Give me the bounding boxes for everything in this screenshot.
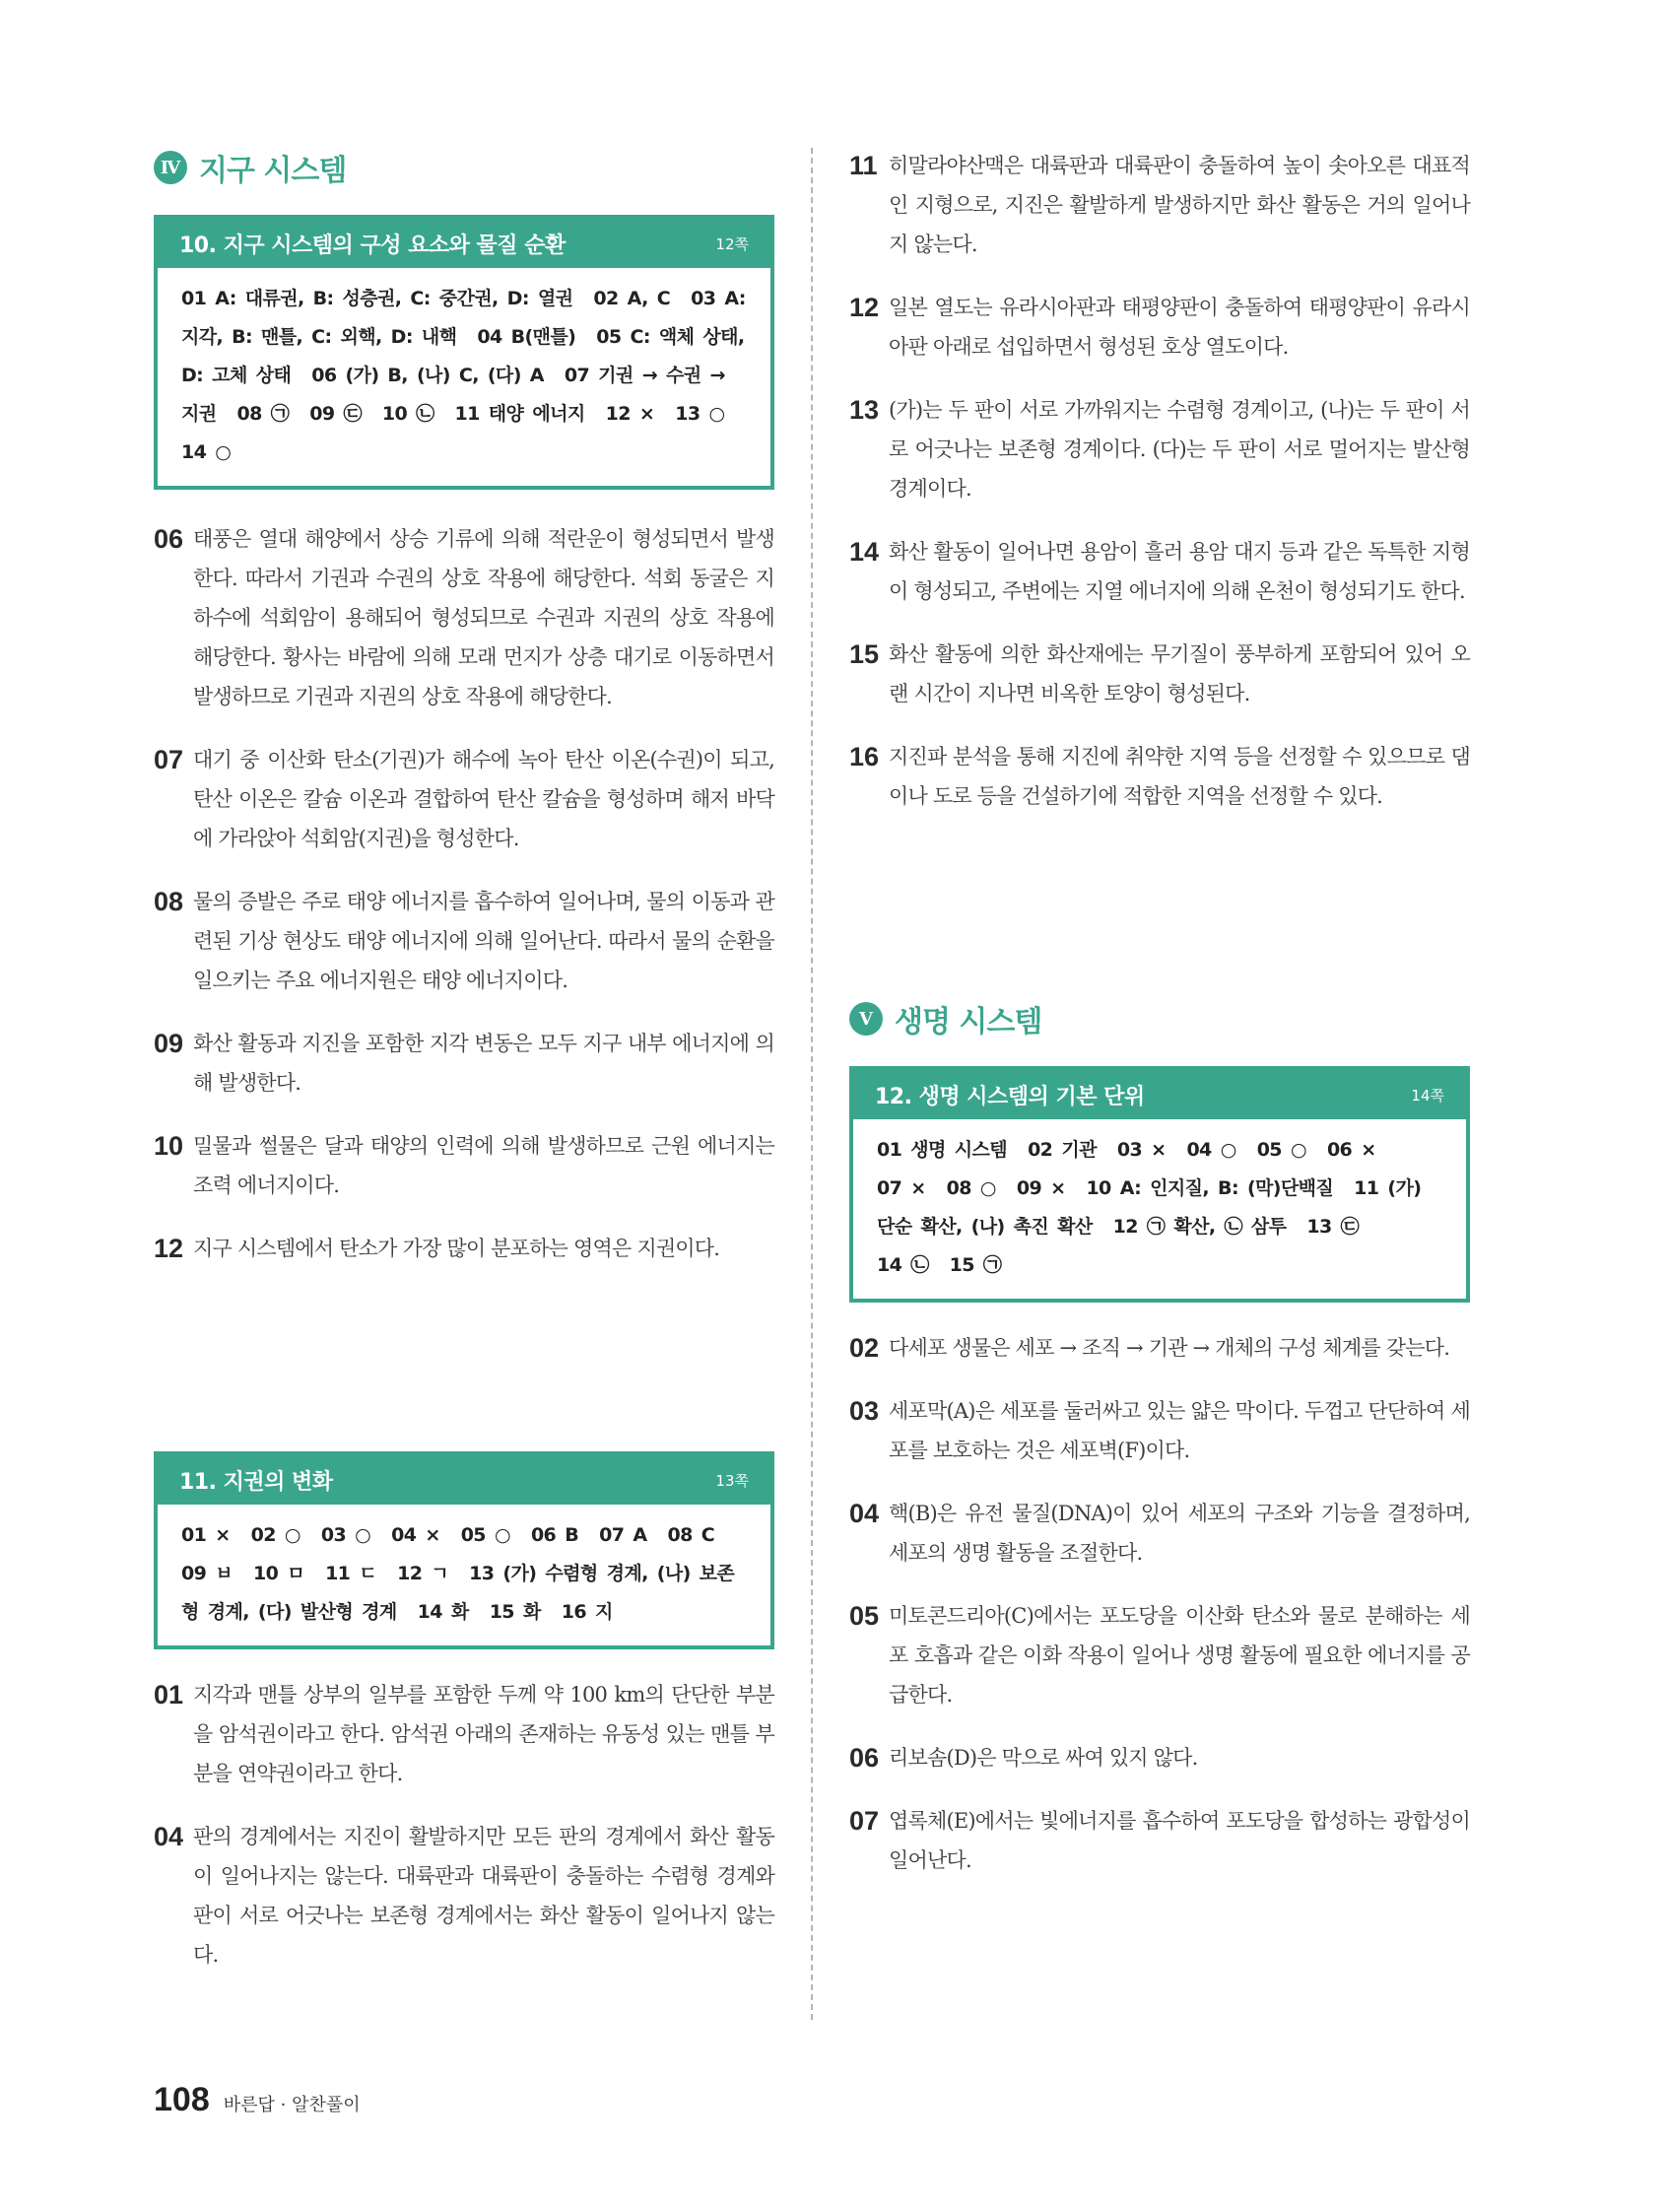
explanation-item bbox=[849, 737, 1470, 816]
explanation-item bbox=[154, 1675, 774, 1793]
answer-item: 07 A bbox=[599, 1524, 647, 1546]
item-text: 일본 열도는 유라시아판과 태평양판이 충돌하여 태평양판이 유라시아판 아래로 섭입하면서 형성된 호상 열도이다. bbox=[889, 296, 1470, 359]
section-4-title: 지구 시스템 bbox=[199, 154, 347, 188]
answer-item: 04 × bbox=[391, 1524, 440, 1546]
answer-item: 08 C bbox=[667, 1524, 715, 1546]
left-explanations-2 bbox=[154, 1675, 774, 1975]
item-number: 09 bbox=[154, 1029, 184, 1058]
answer-item: 16 지 bbox=[561, 1601, 613, 1623]
item-number: 12 bbox=[154, 1234, 184, 1263]
left-explanations-1 bbox=[154, 519, 774, 1268]
item-number: 14 bbox=[849, 537, 880, 567]
explanation-item bbox=[154, 1817, 774, 1975]
item-number: 06 bbox=[154, 524, 184, 554]
answer-item: 10 A: 인지질, B: (막)단백질 bbox=[1086, 1177, 1334, 1199]
item-number: 05 bbox=[849, 1601, 880, 1631]
item-text: 지진파 분석을 통해 지진에 취약한 지역 등을 선정할 수 있으므로 댐이나 도로 등을 건설하기에 적합한 지역을 선정할 수 있다. bbox=[889, 745, 1470, 808]
item-text: 화산 활동이 일어나면 용암이 흘러 용암 대지 등과 같은 독특한 지형이 형성되고, 주변에는 지열 에너지에 의해 온천이 형성되기도 한다. bbox=[889, 540, 1470, 603]
answer-item: 01 A: 대류권, B: 성층권, C: 중간권, D: 열권 bbox=[181, 288, 573, 309]
explanation-item bbox=[154, 1024, 774, 1103]
item-number: 16 bbox=[849, 742, 880, 771]
answer-item: 11 (가) 단순 확산, (나) 촉진 확산 bbox=[877, 1177, 1422, 1238]
left-column bbox=[154, 146, 774, 1998]
item-number: 15 bbox=[849, 639, 880, 669]
answer-box-10-page: 12쪽 bbox=[715, 235, 749, 253]
answer-item: 07 기권 → 수권 → 지권 bbox=[181, 365, 725, 425]
answer-item: 03 × bbox=[1116, 1139, 1167, 1161]
item-number: 10 bbox=[154, 1131, 184, 1161]
answer-item: 09 ㅂ bbox=[181, 1563, 234, 1584]
item-number: 02 bbox=[849, 1333, 880, 1363]
answer-item: 05 ○ bbox=[1256, 1139, 1306, 1161]
answer-item: 01 생명 시스템 bbox=[877, 1139, 1008, 1161]
explanation-item bbox=[849, 1494, 1470, 1573]
answer-item: 04 ○ bbox=[1186, 1139, 1236, 1161]
answer-item: 13 ㉢ bbox=[1306, 1216, 1360, 1238]
answer-box-10 bbox=[154, 215, 774, 490]
answer-item: 10 ㉡ bbox=[381, 403, 434, 425]
answer-box-11 bbox=[154, 1451, 774, 1649]
answer-item: 11 태양 에너지 bbox=[454, 403, 585, 425]
item-text: 지각과 맨틀 상부의 일부를 포함한 두께 약 100 km의 단단한 부분을 암석권이라고 한다. 암석권 아래의 존재하는 유동성 있는 맨틀 부분을 연약권이라고 한다. bbox=[193, 1683, 774, 1785]
item-number: 03 bbox=[849, 1396, 880, 1426]
item-text: 화산 활동에 의한 화산재에는 무기질이 풍부하게 포함되어 있어 오랜 시간이 지나면 비옥한 토양이 형성된다. bbox=[889, 642, 1470, 705]
page-footer bbox=[154, 2081, 361, 2119]
answer-item: 02 기관 bbox=[1028, 1139, 1097, 1161]
explanation-item bbox=[849, 1596, 1470, 1714]
footer-text: 바른답 · 알찬풀이 bbox=[223, 2095, 361, 2115]
answer-item: 07 × bbox=[877, 1177, 926, 1199]
answer-item: 08 ㉠ bbox=[236, 403, 290, 425]
explanation-item bbox=[849, 1801, 1470, 1880]
explanation-item bbox=[154, 882, 774, 1000]
item-text: 지구 시스템에서 탄소가 가장 많이 분포하는 영역은 지권이다. bbox=[193, 1237, 720, 1260]
item-number: 07 bbox=[154, 745, 184, 774]
answer-box-10-title: 10. 지구 시스템의 구성 요소와 물질 순환 bbox=[179, 233, 566, 258]
item-number: 08 bbox=[154, 887, 184, 916]
answer-item: 14 ㉡ bbox=[877, 1254, 929, 1276]
explanation-item bbox=[849, 1328, 1470, 1368]
section-4-badge: Ⅳ bbox=[154, 151, 187, 184]
answer-item: 02 A, C bbox=[593, 288, 671, 309]
explanation-item bbox=[154, 1126, 774, 1205]
answer-item: 12 ㄱ bbox=[397, 1563, 449, 1584]
item-number: 01 bbox=[154, 1680, 184, 1709]
section-5-badge: Ⅴ bbox=[849, 1002, 883, 1036]
item-text: 밀물과 썰물은 달과 태양의 인력에 의해 발생하므로 근원 에너지는 조력 에너지이다. bbox=[193, 1134, 774, 1197]
answer-box-12 bbox=[849, 1066, 1470, 1303]
answer-item: 13 (가) 수렴형 경계, (나) 보존형 경계, (다) 발산형 경계 bbox=[181, 1563, 735, 1623]
item-number: 04 bbox=[849, 1499, 880, 1528]
right-column bbox=[849, 146, 1470, 1904]
answer-item: 10 ㅁ bbox=[253, 1563, 305, 1584]
item-text: 히말라야산맥은 대륙판과 대륙판이 충돌하여 높이 솟아오른 대표적인 지형으로, 지진은 활발하게 발생하지만 화산 활동은 거의 일어나지 않는다. bbox=[889, 154, 1470, 256]
answer-item: 15 화 bbox=[489, 1601, 541, 1623]
answer-item: 13 ○ bbox=[675, 403, 725, 425]
explanation-item bbox=[849, 1391, 1470, 1470]
item-text: 세포막(A)은 세포를 둘러싸고 있는 얇은 막이다. 두껍고 단단하여 세포를 보호하는 것은 세포벽(F)이다. bbox=[889, 1399, 1470, 1462]
explanation-item bbox=[849, 1738, 1470, 1777]
answer-box-12-header bbox=[853, 1070, 1466, 1119]
explanation-item bbox=[849, 288, 1470, 367]
answer-box-12-body bbox=[853, 1119, 1466, 1299]
right-explanations-2 bbox=[849, 1328, 1470, 1880]
answer-box-11-page: 13쪽 bbox=[715, 1471, 749, 1490]
answer-box-11-body bbox=[158, 1505, 770, 1645]
item-text: (가)는 두 판이 서로 가까워지는 수렴형 경계이고, (나)는 두 판이 서로 어긋나는 보존형 경계이다. (다)는 두 판이 서로 멀어지는 발산형 경계이다. bbox=[889, 398, 1470, 501]
answer-box-12-page: 14쪽 bbox=[1411, 1086, 1444, 1105]
item-text: 판의 경계에서는 지진이 활발하지만 모든 판의 경계에서 화산 활동이 일어나지는 않는다. 대륙판과 대륙판이 충돌하는 수렴형 경계와 판이 서로 어긋나는 보존형 경계에서는 화산 활동이 일어나지 않는다. bbox=[193, 1825, 774, 1967]
explanation-item bbox=[849, 390, 1470, 508]
item-number: 07 bbox=[849, 1806, 880, 1836]
answer-item: 15 ㉠ bbox=[949, 1254, 1002, 1276]
answer-item: 12 × bbox=[605, 403, 655, 425]
explanation-item bbox=[849, 146, 1470, 264]
item-number: 12 bbox=[849, 293, 880, 322]
section-5-heading bbox=[849, 997, 1470, 1040]
answer-item: 05 C: 액체 상태, D: 고체 상태 bbox=[181, 326, 745, 386]
item-text: 핵(B)은 유전 물질(DNA)이 있어 세포의 구조와 기능을 결정하며, 세포의 생명 활동을 조절한다. bbox=[889, 1502, 1470, 1565]
answer-item: 06 (가) B, (나) C, (다) A bbox=[311, 365, 544, 386]
item-number: 11 bbox=[849, 151, 878, 180]
item-text: 대기 중 이산화 탄소(기권)가 해수에 녹아 탄산 이온(수권)이 되고, 탄산 이온은 칼슘 이온과 결합하여 탄산 칼슘을 형성하며 해저 바닥에 가라앉아 석회암(지권)을 형성한다. bbox=[193, 748, 774, 850]
answer-item: 05 ○ bbox=[460, 1524, 510, 1546]
page-number: 108 bbox=[154, 2081, 210, 2118]
answer-box-10-header bbox=[158, 219, 770, 268]
answer-box-10-body bbox=[158, 268, 770, 486]
answer-item: 11 ㄷ bbox=[325, 1563, 377, 1584]
answer-item: 03 A: 지각, B: 맨틀, C: 외핵, D: 내핵 bbox=[181, 288, 746, 348]
answer-item: 04 B(맨틀) bbox=[477, 326, 576, 348]
answer-item: 01 × bbox=[181, 1524, 231, 1546]
item-text: 미토콘드리아(C)에서는 포도당을 이산화 탄소와 물로 분해하는 세포 호흡과 같은 이화 작용이 일어나 생명 활동에 필요한 에너지를 공급한다. bbox=[889, 1604, 1470, 1707]
section-4-heading bbox=[154, 146, 774, 189]
answer-item: 02 ○ bbox=[250, 1524, 300, 1546]
explanation-item bbox=[154, 519, 774, 716]
item-text: 물의 증발은 주로 태양 에너지를 흡수하여 일어나며, 물의 이동과 관련된 기상 현상도 태양 에너지에 의해 일어난다. 따라서 물의 순환을 일으키는 주요 에너지원은 태양 에너지이다. bbox=[193, 890, 774, 992]
answer-item: 08 ○ bbox=[946, 1177, 996, 1199]
explanation-item bbox=[154, 740, 774, 858]
answer-box-11-header bbox=[158, 1455, 770, 1505]
item-number: 06 bbox=[849, 1743, 880, 1773]
answer-item: 14 화 bbox=[417, 1601, 469, 1623]
answer-item: 06 B bbox=[530, 1524, 579, 1546]
answer-box-12-title: 12. 생명 시스템의 기본 단위 bbox=[875, 1084, 1145, 1109]
answer-item: 14 ○ bbox=[181, 441, 232, 463]
answer-item: 06 × bbox=[1326, 1139, 1376, 1161]
right-explanations-1 bbox=[849, 146, 1470, 816]
section-5-title: 생명 시스템 bbox=[895, 1005, 1042, 1039]
explanation-item bbox=[849, 532, 1470, 611]
answer-item: 09 ㉢ bbox=[309, 403, 362, 425]
item-text: 태풍은 열대 해양에서 상승 기류에 의해 적란운이 형성되면서 발생한다. 따라서 기권과 수권의 상호 작용에 해당한다. 석회 동굴은 지하수에 석회암이 용해되어 형성되므로 수권과 지권의 상호 작용에 해당한다. 황사는 바람에 의해 모래 먼지가 상층 대기로 이동하면서 발생하므로 기권과 지권의 상호 작용에 해당한다. bbox=[193, 527, 774, 708]
column-divider bbox=[811, 148, 813, 2020]
answer-box-11-title: 11. 지권의 변화 bbox=[179, 1469, 333, 1495]
item-number: 13 bbox=[849, 395, 880, 425]
item-number: 04 bbox=[154, 1822, 184, 1851]
answer-item: 12 ㉠ 확산, ㉡ 삼투 bbox=[1112, 1216, 1287, 1238]
item-text: 화산 활동과 지진을 포함한 지각 변동은 모두 지구 내부 에너지에 의해 발생한다. bbox=[193, 1032, 774, 1095]
answer-item: 09 × bbox=[1016, 1177, 1066, 1199]
explanation-item bbox=[849, 635, 1470, 713]
explanation-item bbox=[154, 1229, 774, 1268]
item-text: 다세포 생물은 세포 → 조직 → 기관 → 개체의 구성 체계를 갖는다. bbox=[889, 1336, 1450, 1360]
answer-item: 03 ○ bbox=[320, 1524, 371, 1546]
item-text: 엽록체(E)에서는 빛에너지를 흡수하여 포도당을 합성하는 광합성이 일어난다. bbox=[889, 1809, 1470, 1872]
item-text: 리보솜(D)은 막으로 싸여 있지 않다. bbox=[889, 1746, 1198, 1770]
